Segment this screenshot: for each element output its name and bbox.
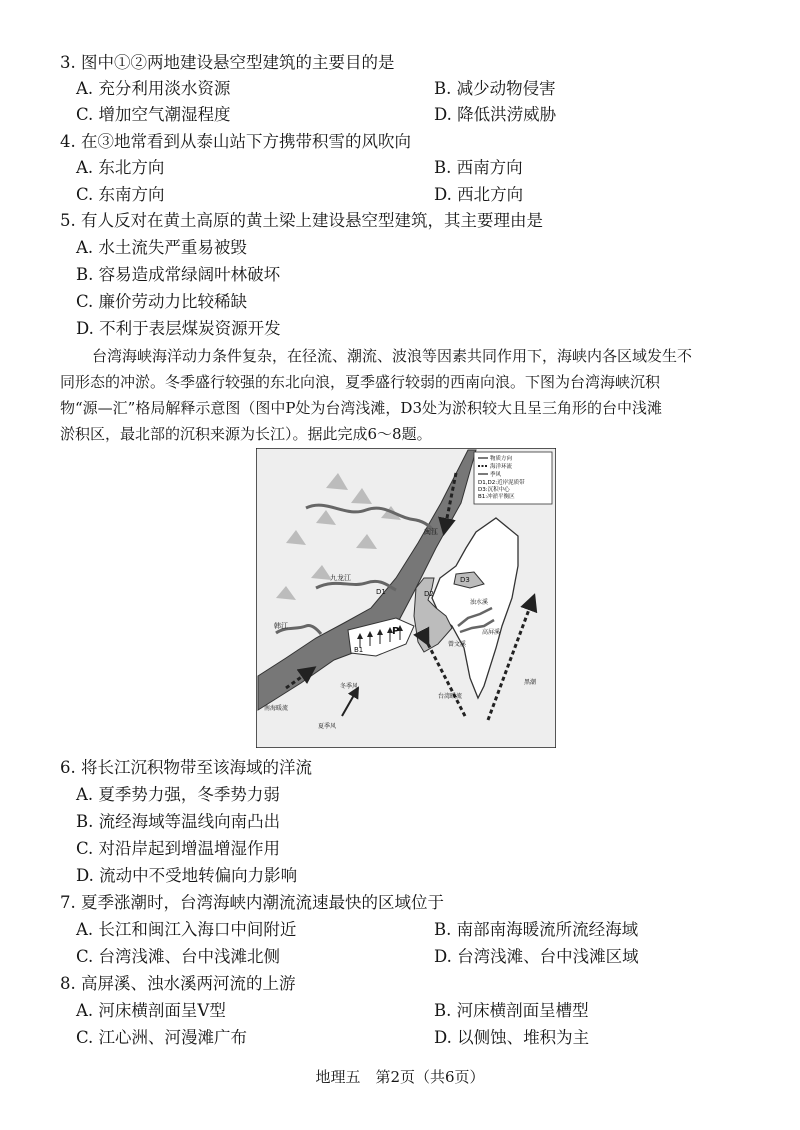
question-4-option-b: B. 西南方向 [434, 158, 523, 177]
question-6-option-b: B. 流经海域等温线向南凸出 [76, 812, 281, 831]
label-d2: D2 [424, 590, 434, 598]
question-6-option-a: A. 夏季势力强，冬季势力弱 [76, 785, 280, 804]
question-5-option-d: D. 不利于表层煤炭资源开发 [76, 319, 281, 338]
label-zengwen: 曾文溪 [448, 641, 467, 648]
question-5-option-b: B. 容易造成常绿阔叶林破坏 [76, 265, 281, 284]
label-scs-current: 南海暖流 [264, 705, 289, 712]
label-kuroshio: 黑潮 [524, 679, 537, 686]
question-7-option-b: B. 南部南海暖流所流经海域 [434, 920, 639, 939]
label-taiwan-current: 台湾暖流 [438, 693, 463, 700]
question-3-option-a: A. 充分利用淡水资源 [76, 79, 231, 98]
question-4-option-c: C. 东南方向 [76, 185, 165, 204]
question-8-option-c: C. 江心洲、河漫滩广布 [76, 1028, 248, 1047]
passage-line-2: 同形态的冲淤。冬季盛行较强的东北向浪，夏季盛行较弱的西南向浪。下图为台湾海峡沉积 [60, 373, 661, 391]
question-7-stem: 7. 夏季涨潮时，台湾海峡内潮流流速最快的区域位于 [60, 893, 444, 912]
question-6-option-c: C. 对沿岸起到增温增湿作用 [76, 839, 281, 858]
label-d3: D3 [460, 576, 470, 584]
question-6-stem: 6. 将长江沉积物带至该海域的洋流 [60, 758, 312, 777]
question-4-stem: 4. 在③地常看到从泰山站下方携带积雪的风吹向 [60, 132, 411, 151]
question-7-option-c: C. 台湾浅滩、台中浅滩北侧 [76, 947, 281, 966]
page-footer: 地理五 第2页（共6页） [315, 1068, 485, 1086]
question-7-option-d: D. 台湾浅滩、台中浅滩区域 [434, 947, 639, 966]
label-jiulong: 九龙江 [330, 574, 351, 582]
question-8-option-b: B. 河床横剖面呈槽型 [434, 1001, 589, 1020]
question-8-option-a: A. 河床横剖面呈V型 [76, 1001, 226, 1020]
question-5-option-a: A. 水土流失严重易被毁 [76, 238, 247, 257]
passage-line-1: 台湾海峡海洋动力条件复杂，在径流、潮流、波浪等因素共同作用下，海峡内各区域发生不 [92, 347, 693, 365]
label-hanjiang: 韩江 [274, 622, 288, 630]
question-3-option-b: B. 减少动物侵害 [434, 79, 556, 98]
question-3-option-d: D. 降低洪涝威胁 [434, 105, 557, 124]
question-4-option-a: A. 东北方向 [76, 158, 165, 177]
legend-b1: B1:冲淤平衡区 [478, 494, 515, 500]
legend-material-direction: 物质方向 [490, 456, 513, 462]
question-3-option-c: C. 增加空气潮湿程度 [76, 105, 231, 124]
passage-line-4: 淤积区，最北部的沉积来源为长江）。据此完成6～8题。 [60, 425, 432, 443]
legend-monsoon: 季风 [490, 472, 502, 478]
label-summer-monsoon: 夏季风 [318, 723, 337, 730]
passage-line-3: 物“源—汇”格局解释示意图（图中P处为台湾浅滩，D3处为淤积较大且呈三角形的台中浅滩 [60, 399, 663, 417]
question-4-option-d: D. 西北方向 [434, 185, 524, 204]
label-d1: D1 [376, 588, 386, 596]
question-3-stem: 3. 图中①②两地建设悬空型建筑的主要目的是 [60, 53, 395, 72]
question-5-stem: 5. 有人反对在黄土高原的黄土梁上建设悬空型建筑，其主要理由是 [60, 211, 543, 230]
question-5-option-c: C. 廉价劳动力比较稀缺 [76, 292, 248, 311]
legend-d3: D3:沉积中心 [478, 487, 510, 493]
question-6-option-d: D. 流动中不受地转偏向力影响 [76, 866, 298, 885]
label-minjiang: 闽江 [424, 528, 438, 536]
label-b1: B1 [354, 646, 364, 654]
taiwan-strait-sediment-map [256, 448, 556, 748]
label-p: P [392, 626, 400, 637]
label-zhuoshui: 浊水溪 [470, 599, 489, 606]
legend-d1-d2: D1,D2:近岸泥质带 [478, 480, 525, 486]
question-8-option-d: D. 以侧蚀、堆积为主 [434, 1028, 590, 1047]
label-winter-monsoon: 冬季风 [340, 683, 359, 690]
label-gaoping: 高屏溪 [482, 629, 501, 636]
question-7-option-a: A. 长江和闽江入海口中间附近 [76, 920, 297, 939]
question-8-stem: 8. 高屏溪、浊水溪两河流的上游 [60, 974, 296, 993]
legend-ocean-circulation: 海洋环流 [490, 464, 513, 470]
